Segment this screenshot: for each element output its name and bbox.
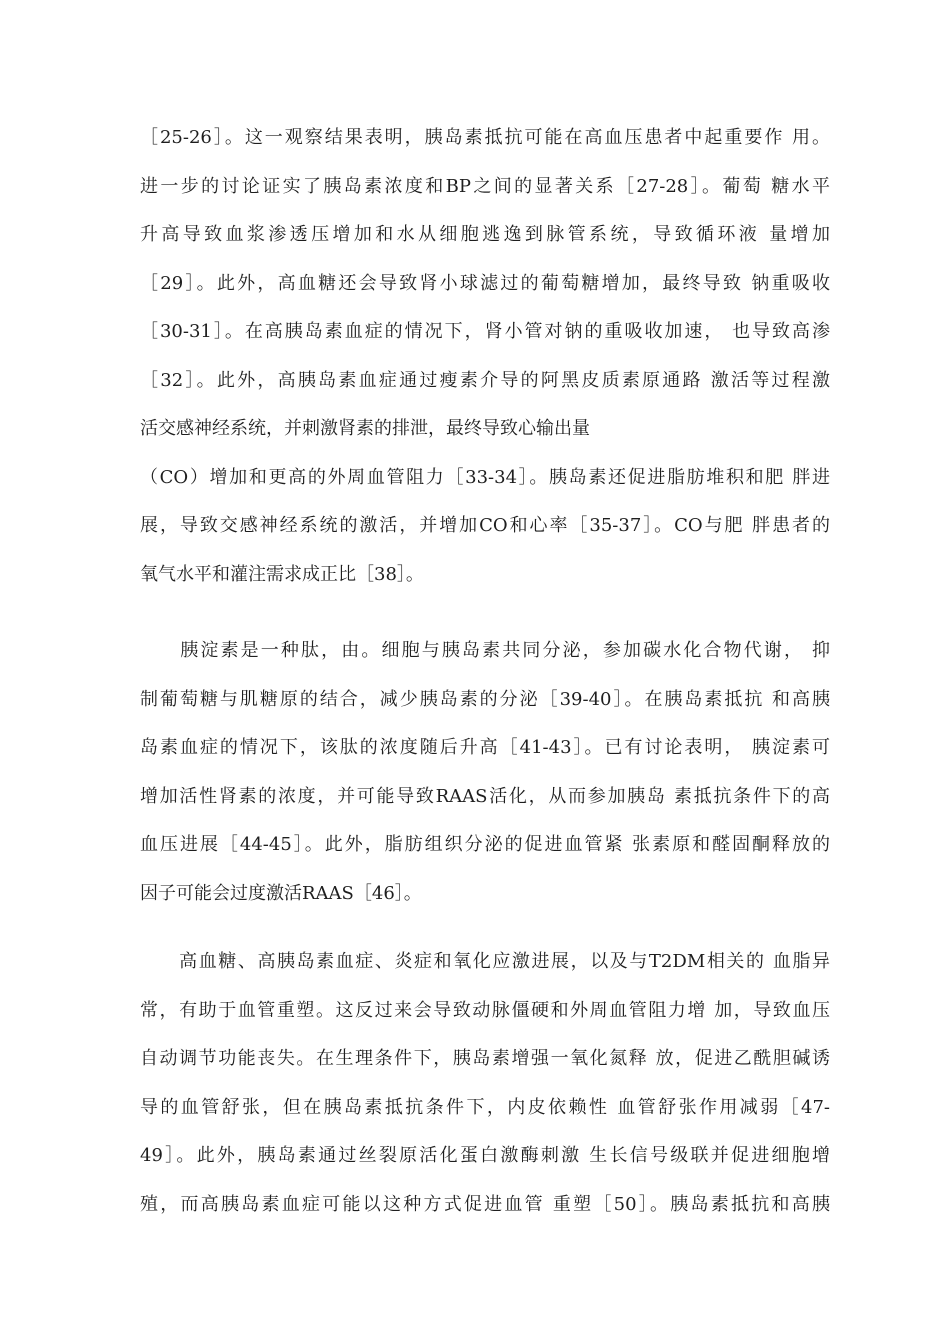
text-line: 高血糖、高胰岛素血症、炎症和氧化应激进展，以及与T2DM相关的 血脂异	[140, 951, 830, 972]
text-line: 胰淀素是一种肽，由。细胞与胰岛素共同分泌，参加碳水化合物代谢， 抑	[140, 640, 830, 661]
text-line: 导的血管舒张，但在胰岛素抵抗条件下，内皮依赖性 血管舒张作用减弱［47-	[140, 1096, 830, 1118]
text-line: ［29］。此外，高血糖还会导致肾小球滤过的葡萄糖增加，最终导致 钠重吸收	[140, 272, 830, 294]
text-line: 展，导致交感神经系统的激活，并增加CO和心率［35-37］。CO与肥 胖患者的	[140, 515, 830, 536]
text-line: 活交感神经系统，并刺激肾素的排泄，最终导致心输出量	[140, 418, 590, 439]
text-line: （CO）增加和更高的外周血管阻力［33-34］。胰岛素还促进脂肪堆积和肥 胖进	[140, 466, 830, 488]
text-line: 增加活性肾素的浓度，并可能导致RAAS活化，从而参加胰岛 素抵抗条件下的高	[140, 785, 830, 807]
text-line: 氧气水平和灌注需求成正比［38］。	[140, 563, 424, 585]
paragraph-amylin	[140, 627, 830, 918]
paragraph-insulin-resistance-hypertension	[140, 114, 830, 599]
text-line: 常，有助于血管重塑。这反过来会导致动脉僵硬和外周血管阻力增 加，导致血压	[140, 999, 830, 1021]
text-line: 因子可能会过度激活RAAS［46］。	[140, 882, 422, 904]
text-line: 岛素血症的情况下，该肽的浓度随后升高［41-43］。已有讨论表明， 胰淀素可	[140, 737, 830, 758]
text-line: ［25-26］。这一观察结果表明，胰岛素抵抗可能在高血压患者中起重要作 用。	[140, 127, 830, 148]
text-line: ［30-31］。在高胰岛素血症的情况下，肾小管对钠的重吸收加速， 也导致高渗	[140, 321, 830, 342]
paragraph-vascular-remodeling	[140, 938, 830, 1229]
text-line: 殖，而高胰岛素血症可能以这种方式促进血管 重塑［50］。胰岛素抵抗和高胰	[140, 1193, 830, 1215]
text-line: 进一步的讨论证实了胰岛素浓度和BP之间的显著关系［27-28］。葡萄 糖水平	[140, 175, 830, 197]
text-line: 自动调节功能丧失。在生理条件下，胰岛素增强一氧化氮释 放，促进乙酰胆碱诱	[140, 1048, 830, 1069]
text-line: 血压进展［44-45］。此外，脂肪组织分泌的促进血管紧 张素原和醛固酮释放的	[140, 834, 830, 855]
text-line: 制葡萄糖与肌糖原的结合，减少胰岛素的分泌［39-40］。在胰岛素抵抗 和高胰	[140, 688, 830, 710]
text-line: 49］。此外，胰岛素通过丝裂原活化蛋白激酶刺激 生长信号级联并促进细胞增	[140, 1145, 830, 1166]
text-line: 升高导致血浆渗透压增加和水从细胞逃逸到脉管系统，导致循环液 量增加	[140, 224, 830, 245]
text-line: ［32］。此外，高胰岛素血症通过瘦素介导的阿黑皮质素原通路 激活等过程激	[140, 369, 830, 391]
